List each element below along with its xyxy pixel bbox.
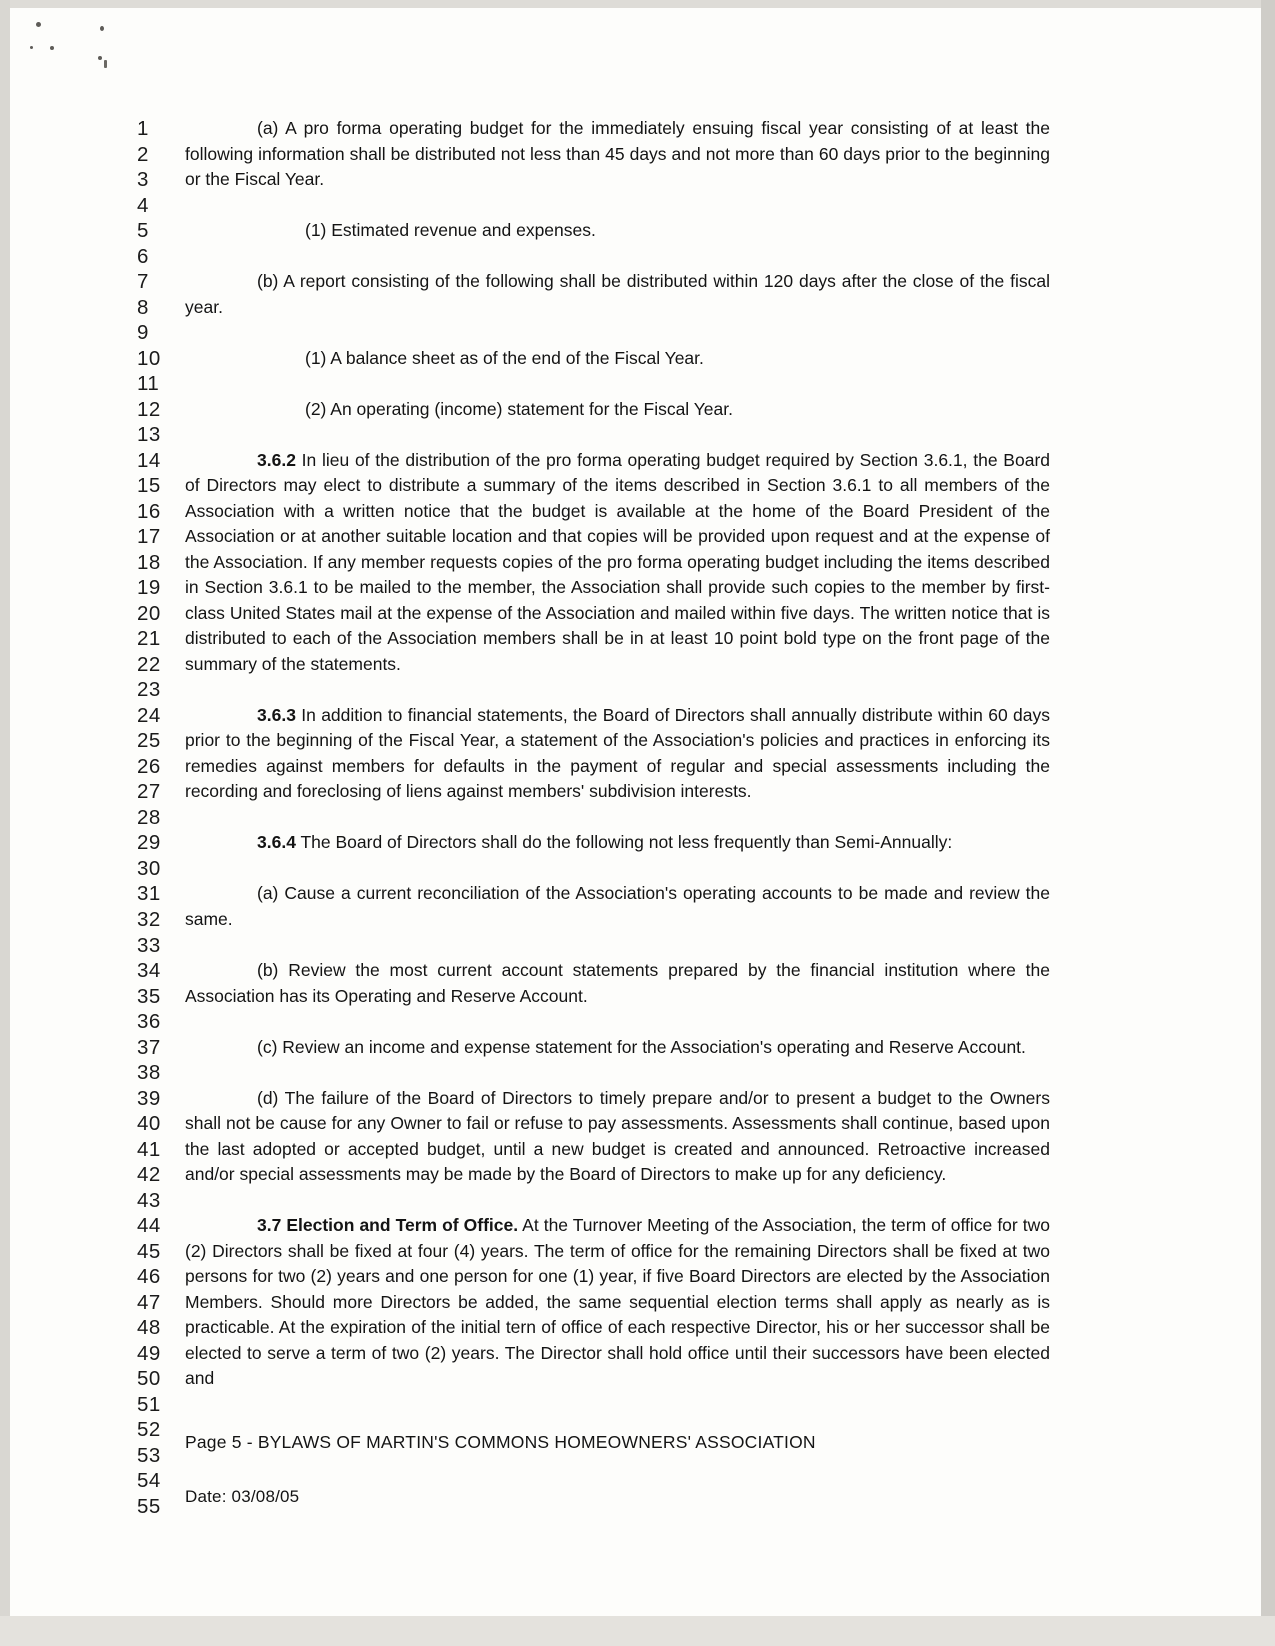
- line-number: 46: [137, 1265, 161, 1289]
- paragraph-a-budget: (a) A pro forma operating budget for the immediately ensuing fiscal year consisting of at least the following information shall be distributed not less than 45 days and not more than 60 days prior to the beginning or the Fiscal Year.: [185, 118, 1050, 190]
- line-number: 34: [137, 959, 161, 983]
- scan-speck: [100, 26, 104, 31]
- line-number: 20: [137, 601, 161, 625]
- section-number-3-6-2: 3.6.2: [257, 449, 296, 470]
- paragraph-gap: [185, 244, 1050, 270]
- line-number: 40: [137, 1112, 161, 1136]
- line-number: 39: [137, 1086, 161, 1110]
- section-text-3-6-4: The Board of Directors shall do the following not less frequently than Semi-Annually:: [295, 832, 953, 853]
- line-number: 52: [137, 1418, 161, 1442]
- paragraph-gap: [185, 933, 1050, 959]
- line-number: 27: [137, 780, 161, 804]
- section-3-6-3: [185, 703, 1050, 805]
- line-number: 9: [137, 321, 149, 345]
- line-number: 35: [137, 984, 161, 1008]
- line-number: 5: [137, 219, 149, 243]
- line-number: 6: [137, 244, 149, 268]
- line-number: 22: [137, 652, 161, 676]
- paragraph-gap: [185, 371, 1050, 397]
- scan-speck: [98, 56, 102, 60]
- line-number: 15: [137, 474, 161, 498]
- scan-edge-top: [0, 0, 1275, 8]
- paragraph-gap: [185, 1009, 1050, 1035]
- line-number: 44: [137, 1214, 161, 1238]
- section-text-3-6-3: In addition to financial statements, the Board of Directors shall annually distribute within 60 days prior to the beginning of the Fiscal Year, a statement of the Association's policies and practices in enforcing its remedies against members for defaults in the payment of regular and special assessments including the recording and foreclosing of liens against members' subdivision interests.: [185, 704, 1050, 802]
- paragraph-b-1: (1) A balance sheet as of the end of the Fiscal Year.: [305, 347, 704, 368]
- line-number: 16: [137, 499, 161, 523]
- line-number: 3: [137, 168, 149, 192]
- paragraph-364-d: (d) The failure of the Board of Directors to timely prepare and/or to present a budget to the Owners shall not be cause for any Owner to fail or refuse to pay assessments. Assessments shall continue, based upon the last adopted or accepted budget, until a new budget is created and announced. Retroactive increased and/or special assessments may be made by the Board of Directors to make up for any deficiency.: [185, 1087, 1050, 1185]
- line-number: 10: [137, 346, 161, 370]
- scan-speck: [30, 46, 33, 49]
- line-number: 33: [137, 933, 161, 957]
- line-number: 13: [137, 423, 161, 447]
- paragraph-gap: [185, 320, 1050, 346]
- line-number-gutter: [137, 116, 177, 1519]
- section-text-3-7: At the Turnover Meeting of the Association, the term of office for two (2) Directors shall be fixed at four (4) years. The term of office for the remaining Directors shall be fixed at two persons for two (2) years and one person for one (1) year, if five Board Directors are elected by the Association Members. Should more Directors be added, the same sequential election terms shall apply as nearly as is practicable. At the expiration of the initial tern of office of each respective Director, his or her successor shall be elected to serve a term of two (2) years. The Director shall hold office until their successors have been elected and: [185, 1215, 1050, 1389]
- line-number: 24: [137, 703, 161, 727]
- line-number: 18: [137, 550, 161, 574]
- line-number: 19: [137, 576, 161, 600]
- line-number: 32: [137, 907, 161, 931]
- scan-speck: [36, 22, 41, 27]
- paragraph-a-1: (1) Estimated revenue and expenses.: [305, 220, 596, 241]
- paragraph-gap: [185, 805, 1050, 831]
- line-number: 31: [137, 882, 161, 906]
- line-number: 45: [137, 1239, 161, 1263]
- paragraph-gap: [185, 1188, 1050, 1214]
- line-number: 29: [137, 831, 161, 855]
- line-number: 38: [137, 1061, 161, 1085]
- line-number: 42: [137, 1163, 161, 1187]
- line-number: 2: [137, 142, 149, 166]
- line-number: 37: [137, 1035, 161, 1059]
- line-number: 4: [137, 193, 149, 217]
- paragraph-364-b: (b) Review the most current account statements prepared by the financial institution where the Association has its Operating and Reserve Account.: [185, 960, 1050, 1006]
- footer-page-title: Page 5 - BYLAWS OF MARTIN'S COMMONS HOMEOWNERS' ASSOCIATION: [185, 1432, 816, 1452]
- line-number: 30: [137, 856, 161, 880]
- section-3-6-2: [185, 448, 1050, 678]
- line-number: 47: [137, 1290, 161, 1314]
- scan-speck: [104, 60, 107, 68]
- line-number: 8: [137, 295, 149, 319]
- paragraph-gap: [185, 422, 1050, 448]
- line-number: 36: [137, 1010, 161, 1034]
- section-heading-3-7: 3.7 Election and Term of Office.: [257, 1215, 519, 1236]
- line-number: 55: [137, 1494, 161, 1518]
- line-number: 12: [137, 397, 161, 421]
- footer-date: Date: 03/08/05: [185, 1487, 300, 1506]
- line-number: 21: [137, 627, 161, 651]
- scan-edge-right: [1261, 0, 1275, 1646]
- line-number: 41: [137, 1137, 161, 1161]
- line-number: 50: [137, 1367, 161, 1391]
- line-number: 23: [137, 678, 161, 702]
- line-number: 49: [137, 1341, 161, 1365]
- line-number: 54: [137, 1469, 161, 1493]
- paragraph-gap: [185, 677, 1050, 703]
- section-number-3-6-4: 3.6.4: [257, 832, 296, 853]
- line-number: 53: [137, 1443, 161, 1467]
- document-body: [185, 116, 1050, 1392]
- line-number: 7: [137, 270, 149, 294]
- line-number: 48: [137, 1316, 161, 1340]
- paragraph-364-a: (a) Cause a current reconciliation of the Association's operating accounts to be made and review the same.: [185, 883, 1050, 929]
- scan-edge-bottom: [0, 1616, 1275, 1646]
- paragraph-gap: [185, 193, 1050, 219]
- line-number: 14: [137, 448, 161, 472]
- scan-speck: [50, 46, 54, 50]
- paragraph-gap: [185, 856, 1050, 882]
- line-number: 11: [137, 372, 160, 396]
- section-3-6-4: [185, 830, 1050, 856]
- section-text-3-6-2: In lieu of the distribution of the pro forma operating budget required by Section 3.6.1, the Board of Directors may elect to distribute a summary of the items described in Section 3.6.1 to all members of the Association with a written notice that the budget is available at the home of the Board President of the Association or at another suitable location and that copies will be provided upon request and at the expense of the Association. If any member requests copies of the pro forma operating budget including the items described in Section 3.6.1 to be mailed to the member, the Association shall provide such copies to the member by first-class United States mail at the expense of the Association and mailed within five days. The written notice that is distributed to each of the Association members shall be in at least 10 point bold type on the front page of the summary of the statements.: [185, 449, 1050, 674]
- line-number: 1: [137, 117, 149, 140]
- line-number: 28: [137, 805, 161, 829]
- paragraph-b-2: (2) An operating (income) statement for the Fiscal Year.: [305, 398, 733, 419]
- line-number: 51: [137, 1392, 161, 1416]
- line-number: 17: [137, 525, 161, 549]
- paragraph-364-c: (c) Review an income and expense statement for the Association's operating and Reserve Account.: [257, 1036, 1026, 1057]
- line-number: 26: [137, 754, 161, 778]
- paragraph-b-report: (b) A report consisting of the following shall be distributed within 120 days after the close of the fiscal year.: [185, 271, 1050, 317]
- line-number: 43: [137, 1188, 161, 1212]
- line-number: 25: [137, 729, 161, 753]
- paragraph-gap: [185, 1060, 1050, 1086]
- scan-edge-left: [0, 0, 10, 1646]
- section-3-7: [185, 1213, 1050, 1392]
- section-number-3-6-3: 3.6.3: [257, 704, 296, 725]
